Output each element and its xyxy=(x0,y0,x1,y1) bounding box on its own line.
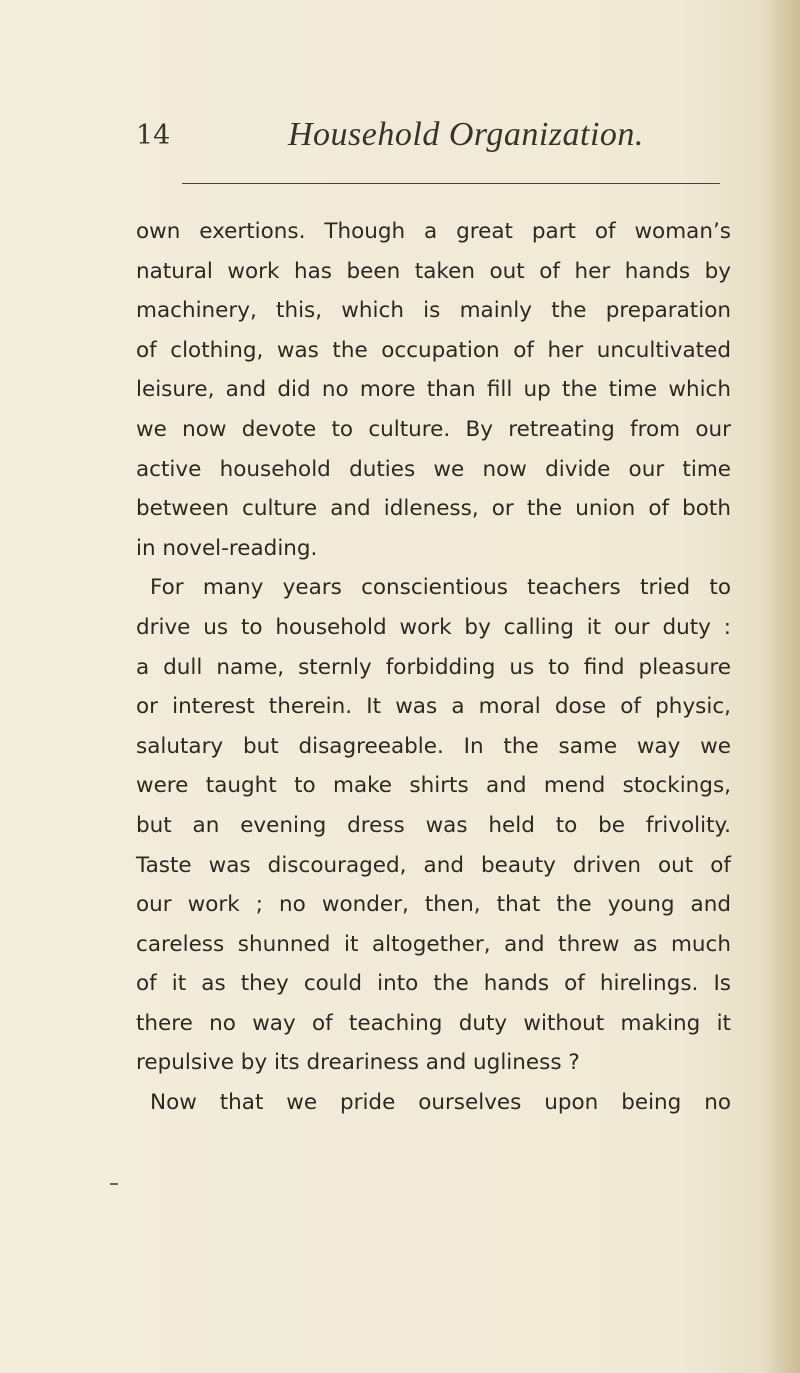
text-line: were taught to make shirts and mend stockings, xyxy=(136,773,731,799)
margin-mark xyxy=(110,1183,118,1185)
text-line: drive us to household work by calling it our duty : xyxy=(136,614,731,640)
text-line: machinery, this, which is mainly the preparation xyxy=(136,298,731,324)
text-line: there no way of teaching duty without making it xyxy=(136,1010,731,1036)
text-line: active household duties we now divide our time xyxy=(136,456,731,482)
text-line: of it as they could into the hands of hirelings. Is xyxy=(136,971,731,997)
text-line: natural work has been taken out of her hands by xyxy=(136,258,731,284)
text-line: between culture and idleness, or the union of both xyxy=(136,496,731,522)
text-line: repulsive by its dreariness and ugliness ? xyxy=(136,1050,580,1076)
text-line: careless shunned it altogether, and threw as much xyxy=(136,931,731,957)
text-line: Now that we pride ourselves upon being no xyxy=(150,1090,731,1116)
text-line: salutary but disagreeable. In the same way we xyxy=(136,733,731,759)
text-line: leisure, and did no more than fill up the time which xyxy=(136,377,731,403)
text-line: in novel-reading. xyxy=(136,535,318,561)
text-line: of clothing, was the occupation of her uncultivated xyxy=(136,337,731,363)
text-line: For many years conscientious teachers tried to xyxy=(150,575,731,601)
running-head xyxy=(136,116,726,170)
text-line: but an evening dress was held to be frivolity. xyxy=(136,812,731,838)
text-line: or interest therein. It was a moral dose of physic, xyxy=(136,694,731,720)
page-title: Household Organization. xyxy=(288,116,644,153)
text-line: Taste was discouraged, and beauty driven out of xyxy=(136,852,731,878)
text-line: our work ; no wonder, then, that the young and xyxy=(136,892,731,918)
text-line: own exertions. Though a great part of woman’s xyxy=(136,219,731,244)
page-number: 14 xyxy=(136,120,171,151)
page-edge-shadow xyxy=(766,0,800,1373)
body-text xyxy=(136,212,731,1123)
text-line: we now devote to culture. By retreating from our xyxy=(136,416,731,442)
text-line: a dull name, sternly forbidding us to find pleasure xyxy=(136,654,731,680)
header-rule xyxy=(182,183,720,184)
